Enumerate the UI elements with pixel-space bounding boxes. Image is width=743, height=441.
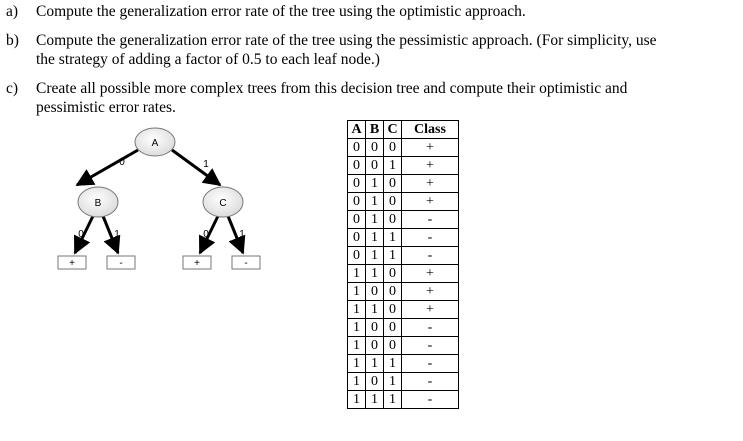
cell-c: 0 bbox=[384, 193, 402, 211]
cell-b: 1 bbox=[366, 301, 384, 319]
question-label: a) bbox=[6, 3, 19, 20]
table-row bbox=[348, 229, 459, 247]
table-row bbox=[348, 301, 459, 319]
cell-b: 1 bbox=[366, 355, 384, 373]
table-row bbox=[348, 193, 459, 211]
cell-class: - bbox=[402, 337, 459, 355]
cell-class: - bbox=[402, 355, 459, 373]
node-a-label: A bbox=[151, 138, 159, 149]
cell-a: 1 bbox=[348, 337, 366, 355]
data-table bbox=[347, 120, 459, 409]
edge-label-b-1: 1 bbox=[114, 229, 120, 240]
table-row bbox=[348, 247, 459, 265]
question-c bbox=[6, 79, 627, 117]
cell-class: - bbox=[402, 247, 459, 265]
cell-a: 0 bbox=[348, 193, 366, 211]
cell-c: 0 bbox=[384, 265, 402, 283]
leaf-3-label: + bbox=[194, 258, 200, 269]
table-row bbox=[348, 283, 459, 301]
cell-b: 0 bbox=[366, 283, 384, 301]
cell-a: 1 bbox=[348, 355, 366, 373]
cell-b: 0 bbox=[366, 337, 384, 355]
header-class: Class bbox=[402, 121, 459, 139]
question-b bbox=[6, 31, 657, 69]
table-row bbox=[348, 211, 459, 229]
cell-class: + bbox=[402, 283, 459, 301]
cell-class: + bbox=[402, 157, 459, 175]
question-label: b) bbox=[6, 32, 19, 49]
leaf-4-label: - bbox=[244, 258, 248, 269]
cell-class: + bbox=[402, 193, 459, 211]
cell-b: 0 bbox=[366, 373, 384, 391]
cell-class: - bbox=[402, 319, 459, 337]
cell-c: 1 bbox=[384, 355, 402, 373]
cell-c: 1 bbox=[384, 391, 402, 409]
cell-c: 0 bbox=[384, 337, 402, 355]
cell-class: - bbox=[402, 391, 459, 409]
cell-a: 1 bbox=[348, 265, 366, 283]
cell-c: 1 bbox=[384, 247, 402, 265]
cell-a: 0 bbox=[348, 211, 366, 229]
table-row bbox=[348, 355, 459, 373]
table-row bbox=[348, 265, 459, 283]
cell-b: 0 bbox=[366, 139, 384, 157]
cell-class: + bbox=[402, 265, 459, 283]
cell-class: - bbox=[402, 211, 459, 229]
table-row bbox=[348, 337, 459, 355]
table-row bbox=[348, 319, 459, 337]
cell-c: 0 bbox=[384, 139, 402, 157]
table-body bbox=[348, 139, 459, 409]
question-a bbox=[6, 2, 526, 21]
cell-class: + bbox=[402, 175, 459, 193]
header-c: C bbox=[384, 121, 402, 139]
question-label: c) bbox=[6, 80, 19, 97]
table-header-row bbox=[348, 121, 459, 139]
leaf-2-label: - bbox=[119, 258, 123, 269]
cell-a: 1 bbox=[348, 283, 366, 301]
cell-a: 0 bbox=[348, 247, 366, 265]
question-text: Create all possible more complex trees from this decision tree and compute their optimistic and bbox=[36, 80, 628, 97]
table-row bbox=[348, 373, 459, 391]
table-row bbox=[348, 139, 459, 157]
question-text: Compute the generalization error rate of the tree using the pessimistic approach. (For simplicity, use bbox=[36, 32, 657, 49]
cell-a: 0 bbox=[348, 139, 366, 157]
edge-label-a-1: 1 bbox=[203, 159, 209, 170]
header-a: A bbox=[348, 121, 366, 139]
table-row bbox=[348, 391, 459, 409]
table-row bbox=[348, 157, 459, 175]
edge-label-c-0: 0 bbox=[203, 229, 209, 240]
cell-b: 0 bbox=[366, 157, 384, 175]
cell-b: 1 bbox=[366, 193, 384, 211]
edge-label-a-0: 0 bbox=[119, 157, 125, 168]
question-text-continued: the strategy of adding a factor of 0.5 to each leaf node.) bbox=[36, 51, 380, 68]
edge-label-c-1: 1 bbox=[239, 229, 245, 240]
cell-c: 0 bbox=[384, 175, 402, 193]
cell-c: 1 bbox=[384, 373, 402, 391]
cell-a: 1 bbox=[348, 373, 366, 391]
cell-a: 0 bbox=[348, 229, 366, 247]
node-c-label: C bbox=[219, 198, 227, 209]
table-row bbox=[348, 175, 459, 193]
cell-c: 0 bbox=[384, 211, 402, 229]
header-b: B bbox=[366, 121, 384, 139]
cell-b: 1 bbox=[366, 247, 384, 265]
question-text-continued: pessimistic error rates. bbox=[36, 99, 176, 116]
cell-c: 1 bbox=[384, 157, 402, 175]
cell-class: - bbox=[402, 373, 459, 391]
decision-tree bbox=[40, 125, 280, 285]
edge-a-to-c bbox=[172, 150, 220, 185]
question-text: Compute the generalization error rate of the tree using the optimistic approach. bbox=[36, 3, 526, 20]
cell-a: 1 bbox=[348, 319, 366, 337]
cell-a: 1 bbox=[348, 301, 366, 319]
cell-b: 1 bbox=[366, 265, 384, 283]
cell-c: 0 bbox=[384, 301, 402, 319]
cell-class: + bbox=[402, 139, 459, 157]
cell-b: 1 bbox=[366, 229, 384, 247]
cell-class: - bbox=[402, 229, 459, 247]
cell-class: + bbox=[402, 301, 459, 319]
node-b-label: B bbox=[94, 198, 102, 209]
leaf-1-label: + bbox=[69, 258, 75, 269]
cell-b: 1 bbox=[366, 391, 384, 409]
cell-c: 0 bbox=[384, 283, 402, 301]
cell-a: 0 bbox=[348, 175, 366, 193]
cell-b: 1 bbox=[366, 175, 384, 193]
cell-a: 1 bbox=[348, 391, 366, 409]
edge-label-b-0: 0 bbox=[78, 229, 84, 240]
cell-b: 0 bbox=[366, 319, 384, 337]
cell-c: 1 bbox=[384, 229, 402, 247]
cell-b: 1 bbox=[366, 211, 384, 229]
cell-a: 0 bbox=[348, 157, 366, 175]
cell-c: 0 bbox=[384, 319, 402, 337]
edge-a-to-b bbox=[77, 150, 138, 185]
